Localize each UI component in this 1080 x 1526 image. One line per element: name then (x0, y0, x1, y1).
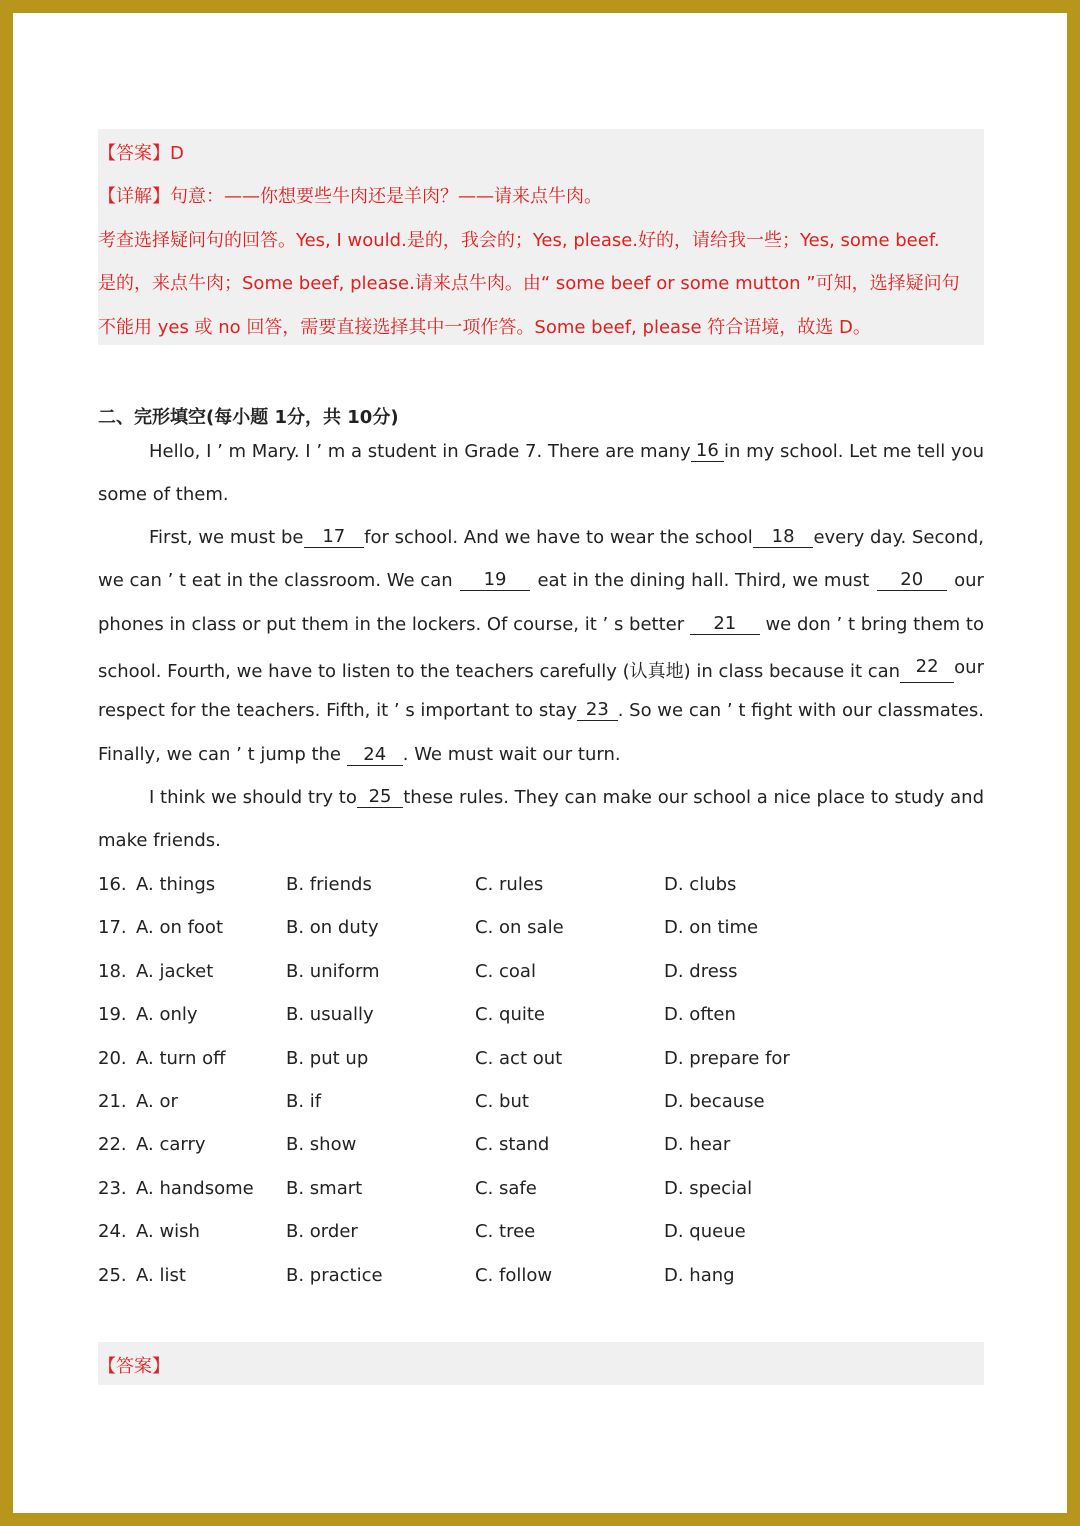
answer-label: 【答案】 (98, 1356, 170, 1377)
passage-line: some of them. (98, 484, 229, 505)
option-b: B. put up (286, 1047, 369, 1069)
passage-line: we can ’ t eat in the classroom. We can 19 eat in the dining hall. Third, we must 20 our (98, 569, 984, 591)
passage-line: phones in class or put them in the lockers. Of course, it ’ s better 21 we don ’ t bring them to (98, 613, 984, 635)
option-a: A. carry (136, 1134, 206, 1156)
option-a: A. things (136, 874, 216, 895)
answer-box-bottom (98, 1342, 984, 1385)
option-c: C. stand (475, 1134, 550, 1156)
passage-line: school. Fourth, we have to listen to the teachers carefully (认真地) in class because it can 22 our (98, 656, 984, 682)
option-c: C. but (475, 1091, 529, 1112)
option-d: D. clubs (664, 874, 737, 895)
option-c: C. rules (475, 874, 544, 895)
option-d: D. hear (664, 1134, 731, 1156)
question-number: 22. (98, 1134, 127, 1156)
option-c: C. safe (475, 1177, 537, 1199)
option-d: D. because (664, 1091, 765, 1112)
question-number: 25. (98, 1264, 127, 1286)
option-b: B. practice (286, 1264, 383, 1286)
question-number: 19. (98, 1004, 127, 1026)
option-a: A. only (136, 1004, 198, 1026)
passage-line: I think we should try to 25 these rules. They can make our school a nice place to study and (149, 786, 984, 808)
option-b: B. usually (286, 1004, 374, 1026)
option-d: D. special (664, 1177, 753, 1199)
document-page (13, 13, 1067, 1513)
option-c: C. tree (475, 1221, 536, 1243)
passage-line: Finally, we can ’ t jump the 24 . We must wait our turn. (98, 744, 621, 765)
option-b: B. show (286, 1134, 357, 1156)
option-c: C. act out (475, 1047, 563, 1069)
passage-line: First, we must be 17 for school. And we have to wear the school 18 every day. Second, (149, 526, 984, 548)
option-d: D. on time (664, 917, 759, 939)
blank-24: 24 (347, 745, 403, 766)
blank-20: 20 (877, 570, 947, 591)
option-c: C. follow (475, 1264, 553, 1286)
option-a: A. jacket (136, 960, 214, 982)
blank-18: 18 (753, 527, 813, 548)
explanation-line: 考查选择疑问句的回答。Yes, I would.是的，我会的；Yes, please.好的，请给我一些；Yes, some beef. (98, 230, 940, 251)
question-number: 20. (98, 1047, 127, 1069)
blank-17: 17 (304, 527, 364, 548)
option-b: B. smart (286, 1177, 363, 1199)
passage-line: respect for the teachers. Fifth, it ’ s important to stay 23 . So we can ’ t fight with our classmates. (98, 699, 984, 721)
option-a: A. handsome (136, 1177, 254, 1199)
option-d: D. hang (664, 1264, 735, 1286)
passage-line: make friends. (98, 830, 221, 851)
explanation-line: 是的，来点牛肉；Some beef, please.请来点牛肉。由“ some beef or some mutton ”可知，选择疑问句 (98, 273, 960, 294)
explanation-line: 【详解】句意：——你想要些牛肉还是羊肉？——请来点牛肉。 (98, 186, 602, 207)
option-b: B. order (286, 1221, 358, 1243)
blank-16: 16 (691, 441, 724, 462)
option-c: C. on sale (475, 917, 564, 939)
question-number: 16. (98, 874, 127, 895)
question-number: 23. (98, 1177, 127, 1199)
answer-label: 【答案】D (98, 143, 184, 164)
blank-19: 19 (460, 570, 530, 591)
option-a: A. list (136, 1264, 186, 1286)
option-d: D. often (664, 1004, 736, 1026)
explanation-line: 不能用 yes 或 no 回答，需要直接选择其中一项作答。Some beef, please 符合语境，故选 D。 (98, 317, 871, 338)
option-a: A. turn off (136, 1047, 226, 1069)
option-d: D. dress (664, 960, 738, 982)
question-number: 18. (98, 960, 127, 982)
blank-23: 23 (577, 700, 618, 721)
section-title: 二、完形填空(每小题 1分，共 10分) (98, 407, 399, 428)
option-a: A. wish (136, 1221, 200, 1243)
blank-22: 22 (900, 657, 954, 683)
option-c: C. quite (475, 1004, 545, 1026)
option-b: B. uniform (286, 960, 380, 982)
question-number: 24. (98, 1221, 127, 1243)
answer-explanation-box (98, 129, 984, 345)
option-c: C. coal (475, 960, 536, 982)
option-a: A. or (136, 1091, 178, 1112)
option-b: B. if (286, 1091, 322, 1112)
option-d: D. prepare for (664, 1047, 790, 1069)
option-b: B. friends (286, 874, 372, 895)
question-number: 17. (98, 917, 127, 939)
blank-21: 21 (690, 614, 760, 635)
option-a: A. on foot (136, 917, 224, 939)
option-d: D. queue (664, 1221, 746, 1243)
option-b: B. on duty (286, 917, 379, 939)
blank-25: 25 (357, 787, 403, 808)
question-number: 21. (98, 1091, 127, 1112)
passage-line: Hello, I ’ m Mary. I ’ m a student in Grade 7. There are many 16 in my school. Let me tell you (149, 440, 984, 462)
